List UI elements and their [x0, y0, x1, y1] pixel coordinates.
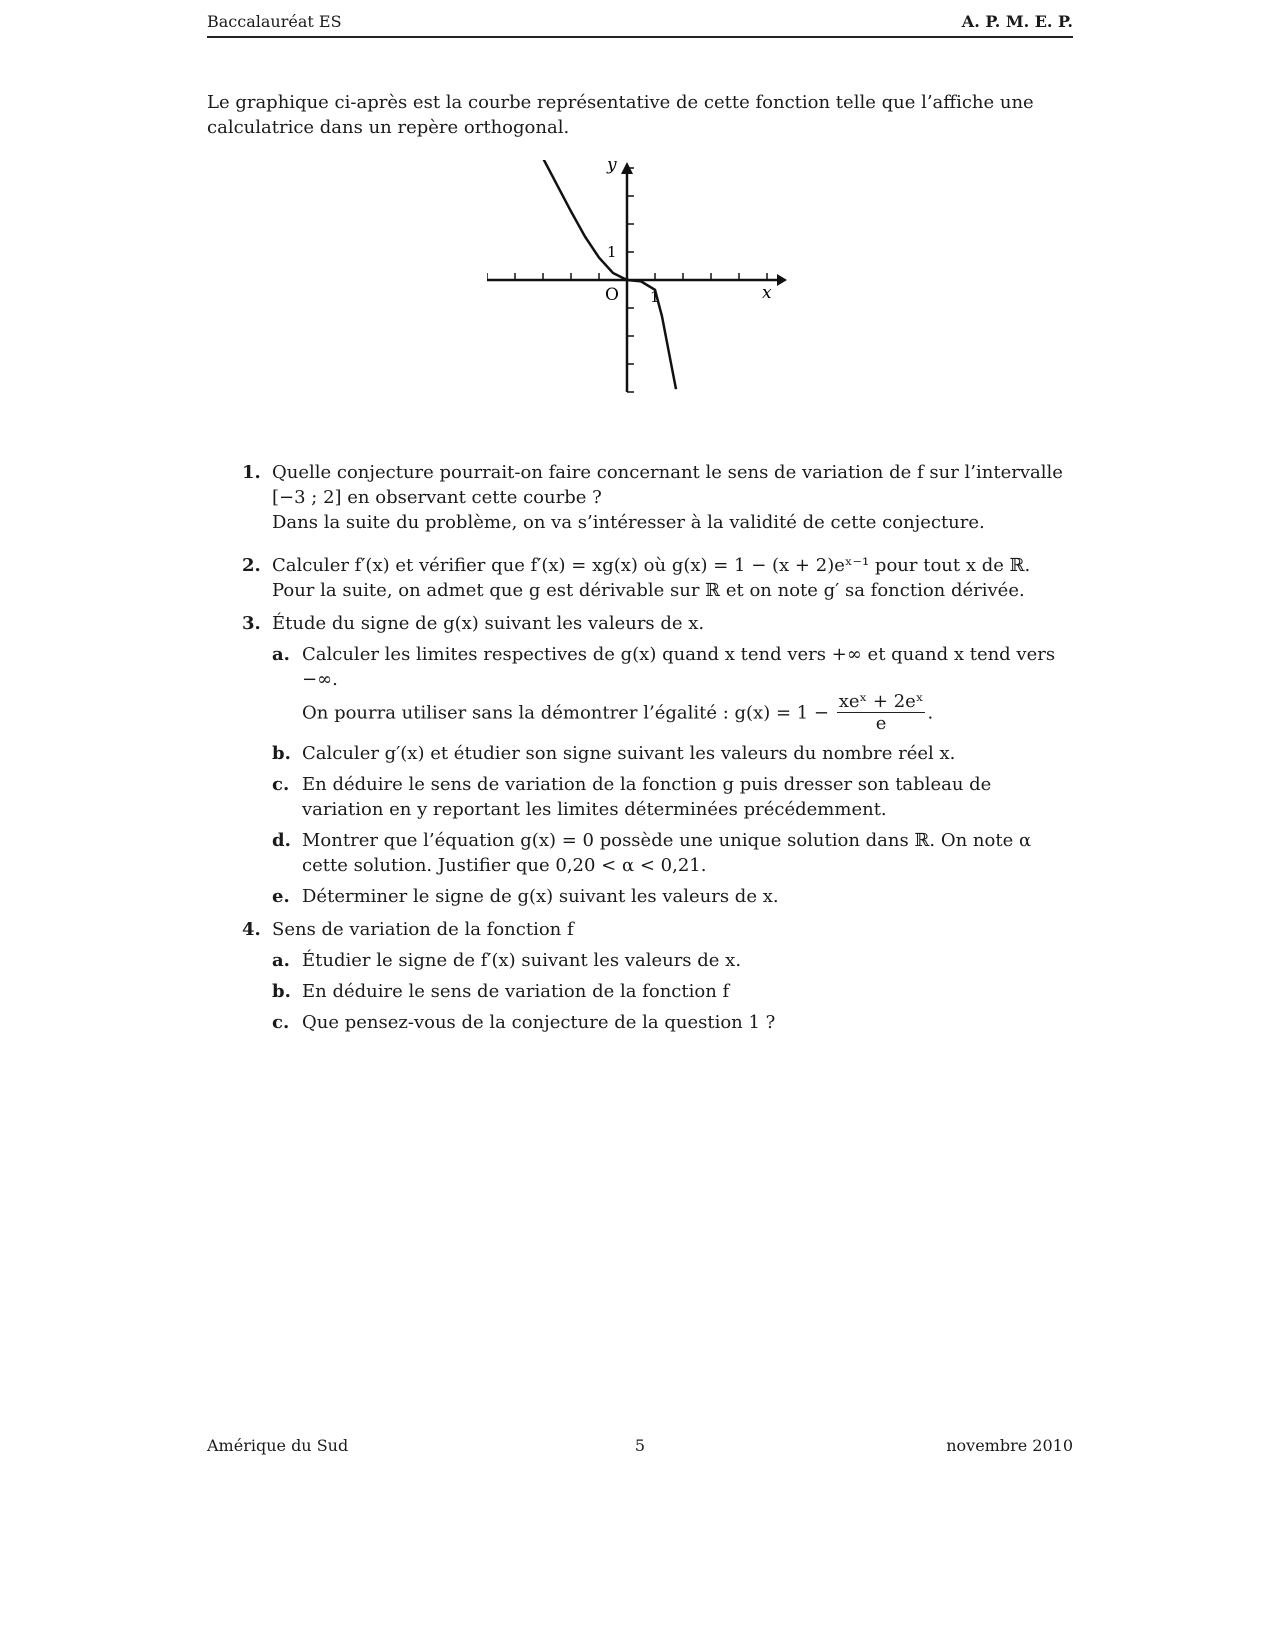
x-axis-label: x [762, 283, 772, 303]
header-right: A. P. M. E. P. [961, 12, 1073, 31]
question-3e [272, 884, 1073, 909]
formula-end: . [927, 702, 934, 724]
fraction-denominator: e [875, 713, 887, 734]
sub-letter: a. [272, 644, 290, 665]
sub-text: Montrer que l’équation g(x) = 0 possède une unique solution dans ℝ. On note α cette solution. Justifier que 0,20 < α < 0,21. [302, 830, 1032, 876]
x-axis-arrow [777, 274, 787, 286]
sub-text: En déduire le sens de variation de la fonction f [302, 981, 730, 1002]
sub-letter: e. [272, 886, 290, 907]
question-text-followup: Pour la suite, on admet que g est dérivable sur ℝ et on note g′ sa fonction dérivée. [272, 580, 1025, 601]
y-axis-label: y [607, 160, 617, 175]
sub-letter: c. [272, 1012, 290, 1033]
sub-text: Calculer g′(x) et étudier son signe suivant les valeurs du nombre réel x. [302, 743, 956, 764]
page-number: 5 [634, 1436, 646, 1455]
origin-label: O [605, 285, 619, 305]
question-3a [272, 642, 1073, 735]
formula-prefix: On pourra utiliser sans la démontrer l’égalité : g(x) = 1 − [302, 702, 830, 724]
sub-text: Calculer les limites respectives de g(x) quand x tend vers +∞ et quand x tend vers −∞. [302, 644, 1056, 690]
intro-paragraph: Le graphique ci-après est la courbe représentative de cette fonction telle que l’affiche une calculatrice dans un repère orthogonal. [207, 92, 1034, 138]
sub-text: Que pensez-vous de la conjecture de la question 1 ? [302, 1012, 776, 1033]
page-footer [207, 1436, 1073, 1460]
footer-right: novembre 2010 [946, 1436, 1073, 1455]
question-list [242, 460, 1073, 1043]
question-number: 4. [242, 919, 261, 940]
fraction-numerator: xeˣ + 2eˣ [838, 691, 924, 712]
function-curve [543, 160, 676, 389]
question-4b [272, 979, 1073, 1004]
x-tick-label-1: 1 [650, 288, 660, 306]
sub-letter: b. [272, 981, 291, 1002]
question-text: Calculer f′(x) et vérifier que f′(x) = xg(x) où g(x) = 1 − (x + 2)eˣ⁻¹ pour tout x de ℝ. [272, 555, 1031, 576]
question-1 [242, 460, 1073, 535]
sub-text: Déterminer le signe de g(x) suivant les valeurs de x. [302, 886, 779, 907]
question-text-followup: Dans la suite du problème, on va s’intéresser à la validité de cette conjecture. [272, 512, 985, 533]
question-4 [242, 917, 1073, 1035]
sub-letter: b. [272, 743, 291, 764]
question-4a [272, 948, 1073, 973]
question-3b [272, 741, 1073, 766]
question-3d [272, 828, 1073, 878]
question-2 [242, 553, 1073, 603]
question-text: Sens de variation de la fonction f [272, 919, 574, 940]
sub-letter: d. [272, 830, 291, 851]
question-4c [272, 1010, 1073, 1035]
question-number: 3. [242, 613, 261, 634]
question-3 [242, 611, 1073, 909]
fraction [837, 692, 926, 735]
page-header [207, 12, 1073, 38]
sub-letter: c. [272, 774, 290, 795]
footer-left: Amérique du Sud [207, 1436, 349, 1455]
question-number: 2. [242, 555, 261, 576]
question-number: 1. [242, 462, 261, 483]
y-tick-label-1: 1 [607, 243, 617, 261]
function-graph [487, 160, 827, 420]
question-text: Étude du signe de g(x) suivant les valeurs de x. [272, 613, 705, 634]
sub-text: En déduire le sens de variation de la fonction g puis dresser son tableau de variation en y reportant les limites déterminées précédemment. [302, 774, 992, 820]
question-3c [272, 772, 1073, 822]
question-text: Quelle conjecture pourrait-on faire concernant le sens de variation de f sur l’intervalle [−3 ; 2] en observant cette courbe ? [272, 462, 1063, 508]
header-left: Baccalauréat ES [207, 12, 342, 31]
sub-letter: a. [272, 950, 290, 971]
sub-text: Étudier le signe de f′(x) suivant les valeurs de x. [302, 950, 742, 971]
sub-text-formula [302, 692, 1073, 735]
graph-svg [487, 160, 827, 420]
